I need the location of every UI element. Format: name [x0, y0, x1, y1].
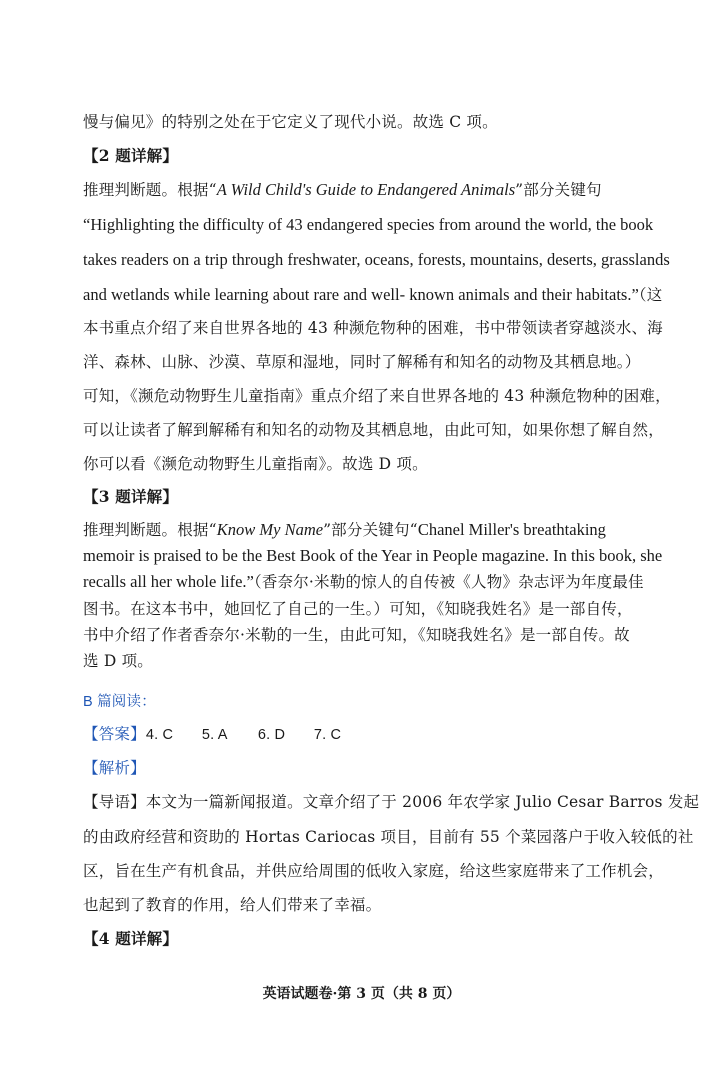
- text-line: takes readers on a trip through freshwater, oceans, forests, mountains, deserts, grasslands: [83, 250, 670, 269]
- text-line: 区，旨在生产有机食品，并供应给周围的低收入家庭，给这些家庭带来了工作机会，: [83, 862, 664, 880]
- text-span: （这: [638, 286, 663, 304]
- analysis-label: 【解析】: [83, 759, 146, 777]
- text-span: （香奈尔·米勒的惊人的自传被《人物》杂志评为年度最佳: [253, 573, 644, 591]
- answer-item: 5. A: [201, 727, 228, 743]
- text-line: 可以让读者了解到解稀有和知名的动物及其栖息地，由此可知，如果你想了解自然，: [83, 421, 664, 439]
- text-span: and wetlands while learning about rare and well- known animals and their habitats.”: [83, 285, 639, 304]
- text-line: 选 D 项。: [83, 652, 153, 670]
- text-line: 洋、森林、山脉、沙漠、草原和湿地，同时了解稀有和知名的动物及其栖息地。）: [83, 353, 641, 371]
- book-title: Know My Name: [216, 520, 324, 539]
- section-heading-q2: 【2 题详解】: [83, 146, 179, 165]
- text-line: 慢与偏见》的特别之处在于它定义了现代小说。故选 C 项。: [83, 113, 498, 131]
- text-line: memoir is praised to be the Best Book of the Year in People magazine. In this book, she: [83, 546, 663, 565]
- section-heading-q4: 【4 题详解】: [83, 929, 179, 948]
- text-line: [83, 180, 643, 200]
- section-label-b: B 篇阅读：: [83, 694, 156, 710]
- book-title: A Wild Child's Guide to Endangered Animals: [216, 180, 516, 199]
- text-line: 的由政府经营和资助的 Hortas Cariocas 项目，目前有 55 个菜园落户于收入较低的社: [83, 828, 694, 846]
- text-line: [83, 572, 643, 592]
- answer-item: 7. C: [313, 727, 342, 743]
- text-line: 本书重点介绍了来自世界各地的 43 种濒危物种的困难，书中带领读者穿越淡水、海: [83, 319, 663, 337]
- answer-line: [83, 724, 643, 745]
- text-line: [83, 520, 643, 540]
- text-line: “Highlighting the difficulty of 43 endangered species from around the world, the book: [83, 215, 654, 234]
- text-line: 也起到了教育的作用，给人们带来了幸福。: [83, 896, 382, 914]
- section-heading-q3: 【3 题详解】: [83, 487, 179, 506]
- text-line: 可知，《濒危动物野生儿童指南》重点介绍了来自世界各地的 43 种濒危物种的困难，: [83, 387, 671, 405]
- page-footer: 英语试题卷·第 3 页（共 8 页）: [262, 986, 461, 1002]
- text-span: recalls all her whole life.”: [83, 572, 254, 591]
- text-line: 图书。在这本书中，她回忆了自己的一生。）可知，《知晓我姓名》是一部自传，: [83, 600, 633, 618]
- text-span: ”部分关键句“: [323, 521, 418, 539]
- text-line: 你可以看《濒危动物野生儿童指南》。故选 D 项。: [83, 455, 428, 473]
- text-span: ”部分关键句: [515, 181, 602, 199]
- answer-label: 【答案】: [83, 725, 146, 743]
- text-line: [83, 285, 663, 305]
- text-span: 推理判断题。根据“: [83, 181, 217, 199]
- answer-item: 6. D: [257, 727, 286, 743]
- text-span: 推理判断题。根据“: [83, 521, 217, 539]
- answer-item: 4. C: [145, 727, 174, 743]
- text-line: 【导语】本文为一篇新闻报道。文章介绍了于 2006 年农学家 Julio Cesar Barros 发起: [83, 793, 700, 811]
- text-span: Chanel Miller's breathtaking: [417, 520, 606, 539]
- text-line: 书中介绍了作者香奈尔·米勒的一生，由此可知，《知晓我姓名》是一部自传。故: [83, 626, 630, 644]
